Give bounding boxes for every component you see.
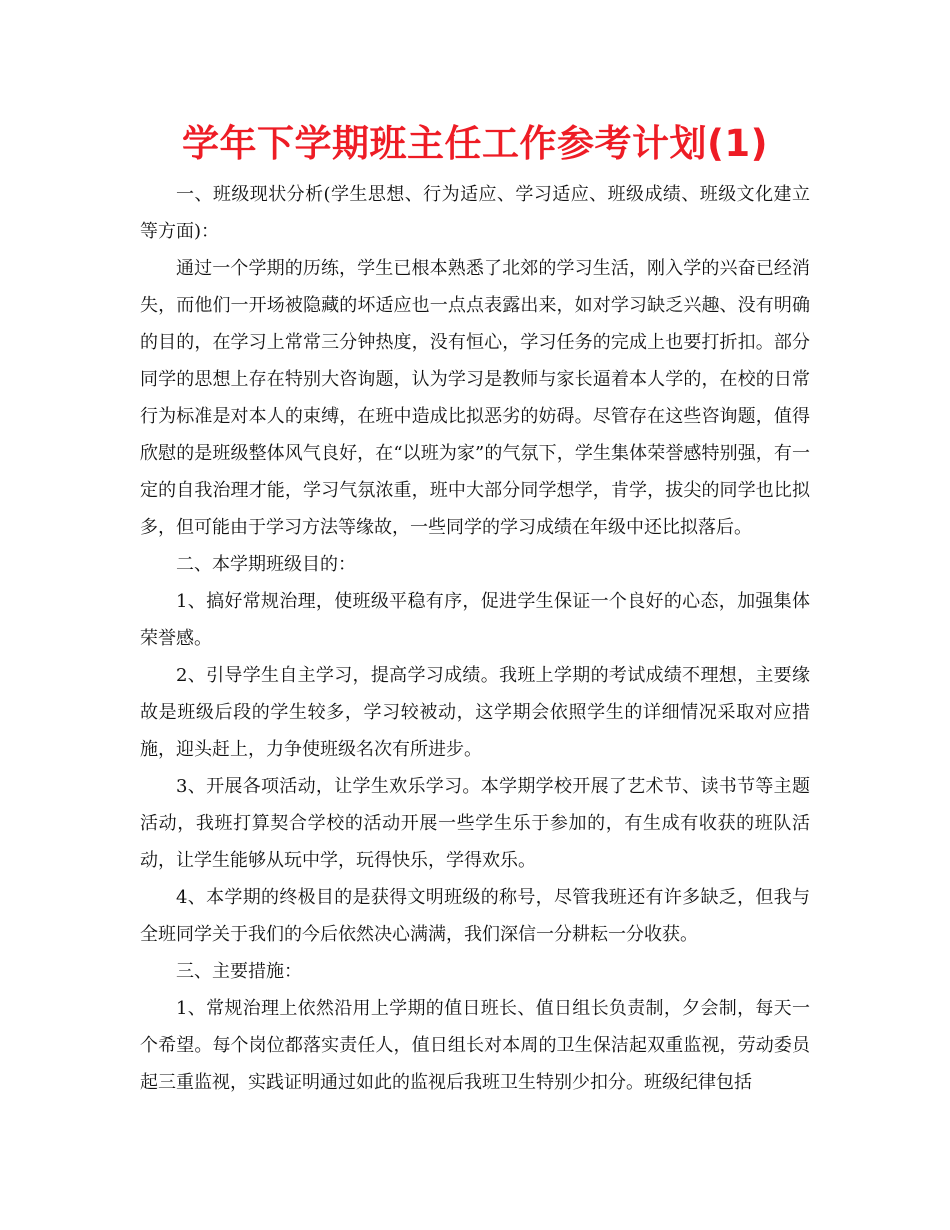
section-heading-class-status: 一、班级现状分析(学生思想、行为适应、学习适应、班级成绩、班级文化建立等方面)： <box>140 184 810 242</box>
paragraph-goal-3: 3、开展各项活动，让学生欢乐学习。本学期学校开展了艺术节、读书节等主题活动，我班打算契合学校的活动开展一些学生乐于参加的，有生成有收获的班队活动，让学生能够从玩中学，玩得快乐，学得欢乐。 <box>140 776 810 871</box>
paragraph-measure-1: 1、常规治理上依然沿用上学期的值日班长、值日组长负责制，夕会制，每天一个希望。每个岗位都落实责任人，值日组长对本周的卫生保洁起双重监视，劳动委员起三重监视，实践证明通过如此的监视后我班卫生特别少扣分。班级纪律包括 <box>140 998 810 1093</box>
paragraph-goal-2: 2、引导学生自主学习，提高学习成绩。我班上学期的考试成绩不理想，主要缘故是班级后段的学生较多，学习较被动，这学期会依照学生的详细情况采取对应措施，迎头赶上，力争使班级名次有所进步。 <box>140 665 810 760</box>
document-title: 学年下学期班主任工作参考计划(1) <box>181 122 769 165</box>
paragraph-goal-4: 4、本学期的终极目的是获得文明班级的称号，尽管我班还有许多缺乏，但我与全班同学关于我们的今后依然决心满满，我们深信一分耕耘一分收获。 <box>140 887 810 945</box>
paragraph-class-status-analysis: 通过一个学期的历练，学生已根本熟悉了北郊的学习生活，刚入学的兴奋已经消失，而他们一开场被隐藏的坏适应也一点点表露出来，如对学习缺乏兴趣、没有明确的目的，在学习上常常三分钟热度，没有恒心，学习任务的完成上也要打折扣。部分同学的思想上存在特别大咨询题，认为学习是教师与家长逼着本人学的，在校的日常行为标准是对本人的束缚，在班中造成比拟恶劣的妨碍。尽管存在这些咨询题，值得欣慰的是班级整体风气良好，在“以班为家”的气氛下，学生集体荣誉感特别强，有一定的自我治理才能，学习气氛浓重，班中大部分同学想学，肯学，拔尖的同学也比拟多，但可能由于学习方法等缘故，一些同学的学习成绩在年级中还比拟落后。 <box>140 258 810 538</box>
section-heading-main-measures: 三、主要措施： <box>176 961 302 982</box>
section-heading-semester-goals: 二、本学期班级目的： <box>176 554 356 575</box>
paragraph-goal-1: 1、搞好常规治理，使班级平稳有序，促进学生保证一个良好的心态，加强集体荣誉感。 <box>140 591 810 649</box>
